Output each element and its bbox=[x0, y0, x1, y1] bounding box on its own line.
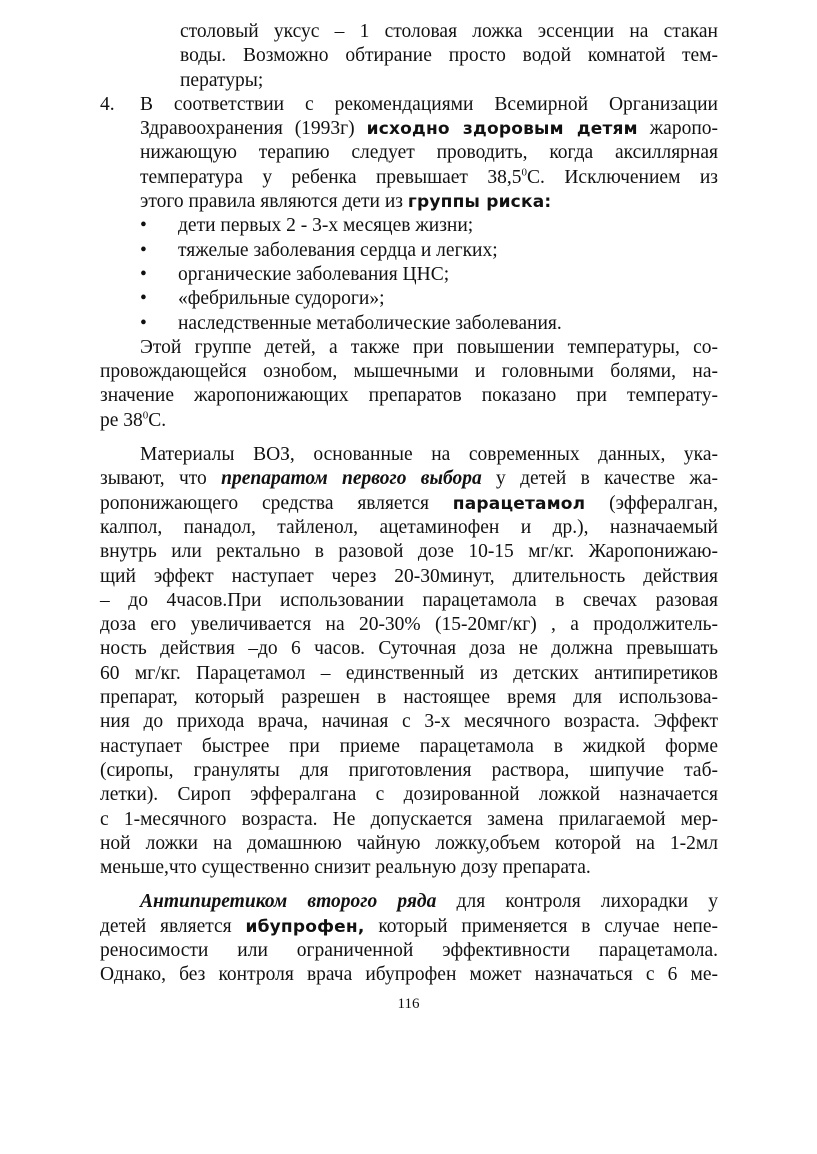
page-number: 116 bbox=[397, 996, 420, 1012]
para1-line-4-text-b: С. bbox=[148, 409, 167, 431]
item4-line-1 bbox=[100, 93, 718, 117]
emphasis-ibuprofen: ибупрофен, bbox=[245, 916, 365, 937]
risk-group-list bbox=[100, 214, 718, 335]
para2-line-2-text-b: у детей в качестве жа- bbox=[481, 468, 718, 490]
para2-line-8: доза его увеличивается на 20-30% (15-20мг/кг) , а продолжитель- bbox=[100, 614, 718, 636]
intro-line-2: воды. Возможно обтирание просто водой комнатой тем- bbox=[180, 45, 718, 67]
paragraph-gap bbox=[100, 880, 718, 890]
item4-line-5-text: этого правила являются дети из bbox=[140, 191, 408, 213]
bullet-icon: • bbox=[140, 215, 147, 237]
para2-line-4: калпол, панадол, тайленол, ацетаминофен и др.), назначаемый bbox=[100, 516, 718, 538]
item4-line-2-text-b: жаропо- bbox=[637, 118, 718, 140]
para2-line-17: ной ложки на домашнюю чайную ложку,объем которой на 1-2мл bbox=[100, 832, 718, 854]
para3-line-1 bbox=[100, 890, 718, 914]
item4-line-4-text-a: температура у ребенка превышает 38,5 bbox=[140, 166, 522, 188]
bullet-text: дети первых 2 - 3-х месяцев жизни; bbox=[178, 215, 474, 237]
para2-line-18: меньше,что существенно снизит реальную дозу препарата. bbox=[100, 857, 591, 879]
intro-line-3: пературы; bbox=[180, 69, 264, 91]
para2-line-2 bbox=[100, 467, 718, 491]
bullet-icon: • bbox=[140, 263, 147, 285]
item4-line-1-text: В соответствии с рекомендациями Всемирной Организации bbox=[140, 93, 718, 115]
para2-line-5: внутрь или ректально в разовой дозе 10-15 мг/кг. Жаропонижаю- bbox=[100, 541, 718, 563]
para2-line-3-text-b: (эффералган, bbox=[585, 492, 718, 514]
bullet-text: наследственные метаболические заболевания. bbox=[178, 312, 562, 334]
para3-line-1-text: для контроля лихорадки у bbox=[436, 891, 718, 913]
para2-line-7: – до 4часов.При использовании парацетамола в свечах разовая bbox=[100, 589, 718, 611]
bullet-icon: • bbox=[140, 288, 147, 310]
item4-line-4 bbox=[100, 166, 718, 190]
paragraph-risk-group-threshold bbox=[100, 336, 718, 433]
list-item-4 bbox=[100, 93, 718, 214]
emphasis-second-line: Антипиретиком второго ряда bbox=[140, 891, 437, 913]
para1-line-2: провождающейся ознобом, мышечными и головными болями, на- bbox=[100, 361, 718, 383]
emphasis-risk-group: группы риска: bbox=[407, 192, 552, 213]
para2-line-16: с 1-месячного возраста. Не допускается замена прилагаемой мер- bbox=[100, 808, 718, 830]
list-item bbox=[100, 239, 718, 263]
degree-superscript: 0 bbox=[521, 166, 528, 179]
item4-line-3: нижающую терапию следует проводить, когда аксиллярная bbox=[140, 142, 718, 164]
item4-line-2-text-a: Здравоохранения (1993г) bbox=[140, 118, 367, 140]
para2-line-10: 60 мг/кг. Парацетамол – единственный из детских антипиретиков bbox=[100, 662, 718, 684]
para1-line-4-text-a: ре 38 bbox=[100, 409, 143, 431]
para3-line-2-text-a: детей является bbox=[100, 915, 246, 937]
para2-line-11: препарат, который разрешен в настоящее время для использова- bbox=[100, 687, 718, 709]
para1-line-3: значение жаропонижающих препаратов показано при температу- bbox=[100, 385, 718, 407]
para2-line-9: ность действия –до 6 часов. Суточная доза не должна превышать bbox=[100, 638, 718, 660]
para2-line-13: наступает быстрее при приеме парацетамола в жидкой форме bbox=[100, 735, 718, 757]
para2-line-3-text-a: ропонижающего средства является bbox=[100, 492, 453, 514]
item4-line-2 bbox=[100, 117, 718, 141]
para2-line-3 bbox=[100, 492, 718, 516]
para2-line-14: (сиропы, грануляты для приготовления раствора, шипучие таб- bbox=[100, 759, 718, 781]
para2-line-15: летки). Сироп эффералгана с дозированной ложкой назначается bbox=[100, 784, 718, 806]
para2-line-12: ния до прихода врача, начиная с 3-х месячного возраста. Эффект bbox=[100, 711, 718, 733]
para2-line-6: щий эффект наступает через 20-30минут, длительность действия bbox=[100, 565, 718, 587]
para2-line-2-text-a: зывают, что bbox=[100, 468, 222, 490]
bullet-text: органические заболевания ЦНС; bbox=[178, 263, 450, 285]
bullet-icon: • bbox=[140, 239, 147, 261]
degree-superscript: 0 bbox=[142, 409, 149, 422]
intro-line-1: столовый уксус – 1 столовая ложка эссенции на стакан bbox=[180, 21, 718, 42]
list-item bbox=[100, 287, 718, 311]
emphasis-first-choice: препаратом первого выбора bbox=[221, 468, 482, 490]
intro-block bbox=[100, 20, 718, 93]
paragraph-paracetamol bbox=[100, 443, 718, 880]
para3-line-4: Однако, без контроля врача ибупрофен может назначаться с 6 ме- bbox=[100, 964, 718, 986]
bullet-icon: • bbox=[140, 312, 147, 334]
bullet-text: «фебрильные судороги»; bbox=[178, 288, 385, 310]
paragraph-ibuprofen bbox=[100, 890, 718, 987]
item4-number: 4. bbox=[100, 93, 115, 115]
para3-line-2 bbox=[100, 915, 718, 939]
list-item bbox=[100, 263, 718, 287]
emphasis-paracetamol: парацетамол bbox=[452, 493, 586, 514]
item4-line-4-text-b: С. Исключением из bbox=[527, 166, 718, 188]
bullet-text: тяжелые заболевания сердца и легких; bbox=[178, 239, 498, 261]
para3-line-2-text-b: который применяется в случае непе- bbox=[364, 915, 718, 937]
item4-line-5 bbox=[100, 190, 718, 214]
para2-line-1: Материалы ВОЗ, основанные на современных данных, ука- bbox=[140, 444, 718, 466]
para1-line-1: Этой группе детей, а также при повышении температуры, со- bbox=[140, 336, 718, 358]
para3-line-3: реносимости или ограниченной эффективности парацетамола. bbox=[100, 939, 718, 961]
list-item bbox=[100, 214, 718, 238]
emphasis-healthy-children: исходно здоровым детям bbox=[366, 119, 638, 140]
para1-line-4 bbox=[100, 409, 718, 433]
list-item bbox=[100, 312, 718, 336]
document-page bbox=[100, 20, 718, 988]
paragraph-gap bbox=[100, 433, 718, 443]
